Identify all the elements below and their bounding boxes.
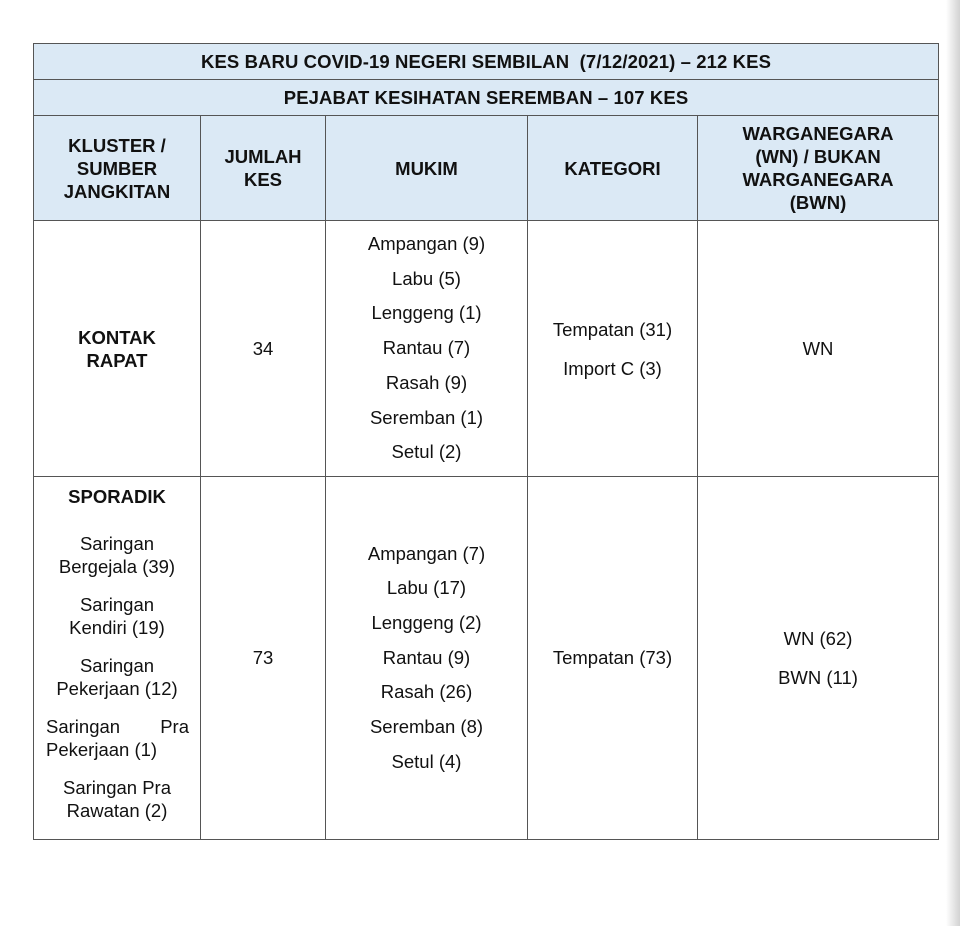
screening-item — [34, 532, 200, 578]
screening-item — [34, 654, 200, 700]
table-title: KES BARU COVID-19 NEGERI SEMBILAN (7/12/2021) – 212 KES — [34, 44, 939, 80]
cluster-label-line: KONTAK — [78, 326, 156, 348]
mukim-cell — [326, 221, 528, 477]
citizenship-list — [698, 619, 938, 697]
mukim-item: Rantau (7) — [382, 337, 471, 359]
header-mukim: MUKIM — [326, 116, 528, 221]
table-row-sporadik — [34, 477, 939, 840]
kategori-item: Tempatan (31) — [552, 318, 673, 340]
screening-line: Kendiri (19) — [69, 617, 165, 638]
mukim-item: Ampangan (7) — [367, 542, 486, 564]
mukim-item: Rasah (9) — [385, 371, 468, 393]
table-row-kontak-rapat — [34, 221, 939, 477]
total-cases-cell: 34 — [201, 221, 326, 477]
mukim-item: Lenggeng (2) — [371, 611, 482, 633]
mukim-cell — [326, 477, 528, 840]
cluster-cell — [34, 221, 201, 477]
header-cluster — [34, 116, 201, 221]
header-kategori: KATEGORI — [528, 116, 698, 221]
citizenship-cell — [698, 477, 939, 840]
screening-line: Saringan — [79, 655, 155, 676]
mukim-item: Lenggeng (1) — [371, 302, 482, 324]
mukim-item: Seremban (8) — [369, 716, 484, 738]
screening-line: Bergejala (39) — [58, 556, 176, 577]
screening-line: Pekerjaan (12) — [56, 678, 178, 699]
mukim-item: Rantau (9) — [382, 646, 471, 668]
cluster-cell — [34, 477, 201, 840]
cluster-label: SPORADIK — [68, 486, 166, 507]
covid-report-sheet — [33, 43, 938, 840]
screening-line: Saringan — [79, 594, 155, 615]
screening-item — [34, 715, 200, 761]
header-total-cases — [201, 116, 326, 221]
header-citizenship — [698, 116, 939, 221]
header-cluster-line: SUMBER — [76, 157, 158, 179]
table-title-row — [34, 44, 939, 80]
mukim-item: Setul (4) — [391, 750, 462, 772]
kategori-item: Import C (3) — [563, 357, 662, 379]
mukim-list — [326, 537, 527, 780]
kategori-cell — [528, 221, 698, 477]
screening-line: Saringan — [79, 533, 155, 554]
table-subtitle-row — [34, 80, 939, 116]
mukim-item: Labu (5) — [392, 267, 461, 289]
column-header-row — [34, 116, 939, 221]
kategori-item: Tempatan (73) — [552, 647, 673, 668]
screening-line: Rawatan (2) — [66, 800, 168, 821]
screening-line: Saringan Pra — [63, 777, 171, 798]
mukim-item: Rasah (26) — [380, 681, 473, 703]
cluster-label-line: RAPAT — [86, 349, 148, 371]
citizenship-item: WN — [802, 337, 834, 359]
mukim-item: Seremban (1) — [369, 406, 484, 428]
mukim-item: Ampangan (9) — [367, 233, 486, 255]
screening-line: Pekerjaan (1) — [46, 739, 158, 760]
header-cluster-line: KLUSTER / — [68, 134, 166, 156]
header-citizenship-line: (WN) / BUKAN — [755, 146, 881, 167]
header-total-line: JUMLAH — [224, 146, 302, 167]
header-citizenship-line: (BWN) — [789, 192, 847, 213]
screening-item — [34, 776, 200, 822]
mukim-item: Setul (2) — [391, 441, 462, 463]
screening-item — [34, 593, 200, 639]
mukim-list — [326, 227, 527, 470]
header-citizenship-line: WARGANEGARA — [742, 169, 894, 190]
total-cases-cell: 73 — [201, 477, 326, 840]
citizenship-item: WN (62) — [783, 628, 853, 649]
screening-line: Saringan Pra — [46, 716, 189, 737]
kategori-list — [528, 310, 697, 388]
header-cluster-line: JANGKITAN — [63, 180, 171, 202]
mukim-item: Labu (17) — [386, 577, 467, 599]
citizenship-item: BWN (11) — [778, 667, 858, 688]
covid-cases-table — [33, 43, 939, 840]
header-total-line: KES — [243, 169, 283, 190]
page-edge-shadow — [946, 0, 960, 926]
kategori-cell — [528, 477, 698, 840]
header-citizenship-line: WARGANEGARA — [742, 123, 894, 144]
citizenship-cell — [698, 221, 939, 477]
cluster-label — [34, 326, 200, 372]
table-subtitle: PEJABAT KESIHATAN SEREMBAN – 107 KES — [34, 80, 939, 116]
